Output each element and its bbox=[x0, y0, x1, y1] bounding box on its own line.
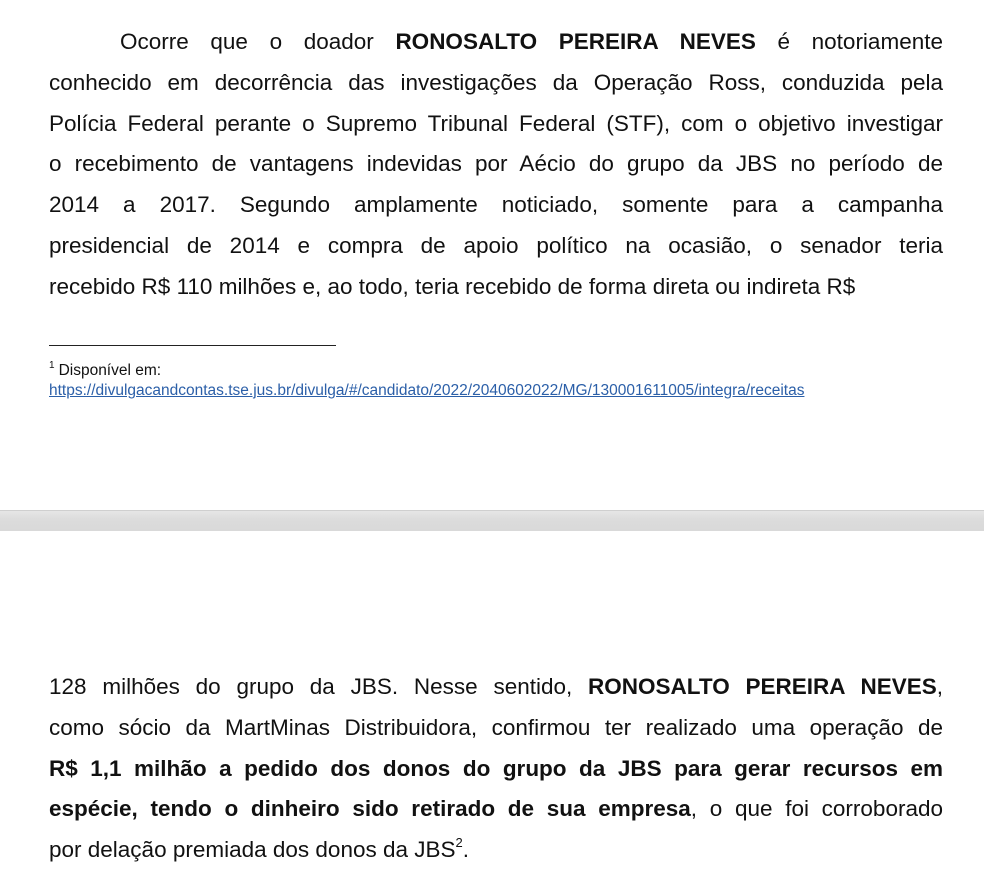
bold-text: RONOSALTO PEREIRA NEVES bbox=[395, 29, 756, 54]
text-run: como sócio da MartMinas Distribuidora, confirmou ter realizado uma operação de bbox=[49, 714, 943, 740]
text-line bbox=[49, 789, 943, 830]
text-run: o recebimento de vantagens indevidas por Aécio do grupo da JBS no período de bbox=[49, 151, 943, 177]
text-run: por delação premiada dos donos da JBS bbox=[49, 837, 456, 863]
text-line bbox=[49, 63, 943, 104]
text-line bbox=[49, 830, 943, 871]
footnote-ref: 2 bbox=[455, 834, 463, 850]
text-line bbox=[49, 22, 943, 63]
text-line bbox=[49, 185, 943, 226]
text-line bbox=[49, 104, 943, 145]
text-run: presidencial de 2014 e compra de apoio político na ocasião, o senador teria bbox=[49, 232, 943, 258]
footnote-separator bbox=[49, 345, 336, 346]
footnote-number: 1 bbox=[49, 359, 55, 371]
bold-text: RONOSALTO PEREIRA NEVES bbox=[588, 674, 937, 699]
page-break bbox=[0, 510, 984, 532]
text-run: Polícia Federal perante o Supremo Tribunal Federal (STF), com o objetivo investigar bbox=[49, 110, 943, 136]
text-run: , o que foi corroborado bbox=[690, 796, 943, 822]
footnote-link[interactable]: https://divulgacandcontas.tse.jus.br/divulga/#/candidato/2022/2040602022/MG/130001611005/integra/receitas bbox=[49, 382, 805, 399]
text-run: . bbox=[462, 837, 470, 863]
text-line bbox=[49, 708, 943, 749]
text-run: conhecido em decorrência das investigações da Operação Ross, conduzida pela bbox=[49, 69, 943, 95]
text-line bbox=[49, 144, 943, 185]
text-run: 128 milhões do grupo da JBS. Nesse sentido, bbox=[49, 674, 589, 699]
text-run: é notoriamente bbox=[755, 29, 943, 54]
text-line bbox=[49, 749, 943, 790]
text-run: , bbox=[936, 674, 943, 699]
bold-text: R$ 1,1 milhão a pedido dos donos do grupo da JBS para gerar recursos em bbox=[49, 755, 943, 781]
text-run: 2014 a 2017. Segundo amplamente noticiado, somente para a campanha bbox=[49, 192, 943, 218]
text-line bbox=[49, 226, 943, 267]
paragraph-page-2 bbox=[49, 667, 943, 871]
footnote-label: Disponível em: bbox=[58, 362, 162, 379]
text-run: recebido R$ 110 milhões e, ao todo, teria recebido de forma direta ou indireta R$ bbox=[49, 273, 856, 299]
text-run: Ocorre que o doador bbox=[120, 29, 396, 54]
text-line bbox=[49, 667, 943, 708]
footnote-1 bbox=[49, 361, 804, 401]
bold-text: espécie, tendo o dinheiro sido retirado de sua empresa bbox=[49, 796, 691, 822]
text-line bbox=[49, 267, 943, 308]
paragraph-page-1 bbox=[49, 22, 943, 308]
